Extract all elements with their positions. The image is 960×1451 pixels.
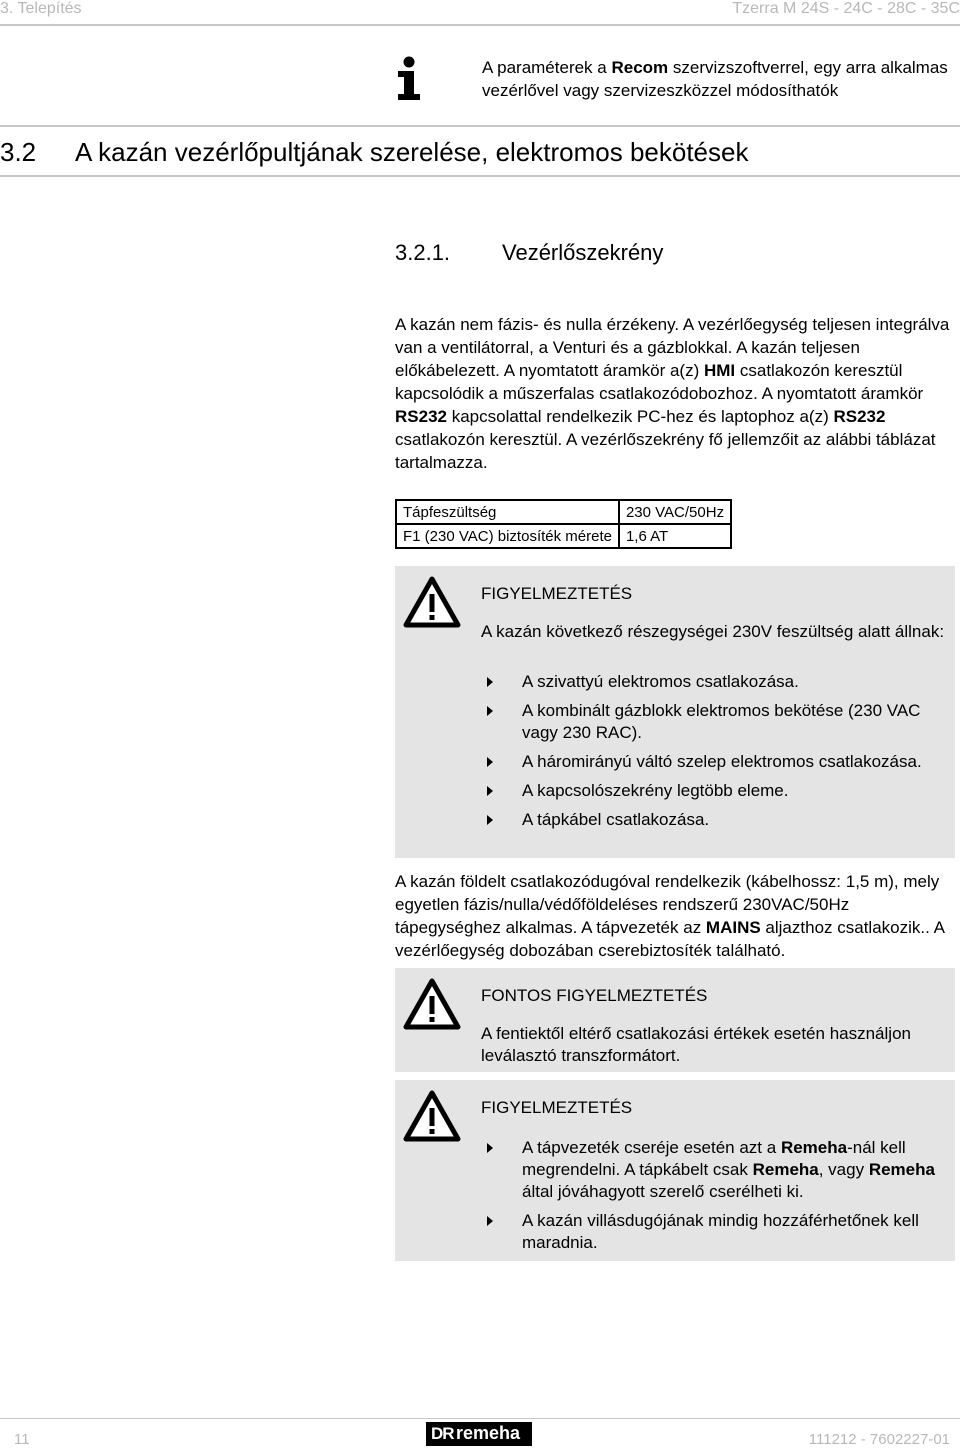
list-item-text: A szivattyú elektromos csatlakozása. [522,672,799,691]
spec-table [395,499,732,549]
header-rule [0,24,960,26]
list-item [481,809,951,831]
bullet-arrow-icon [487,757,493,767]
warning-triangle-icon [403,978,461,1030]
warning-list [481,1137,951,1261]
logo-mark: DR [431,1424,454,1443]
warning-title: FIGYELMEZTETÉS [481,584,633,603]
list-item [481,1137,951,1203]
list-item [481,1210,951,1254]
remeha-logo [426,1422,532,1446]
logo-brand: remeha [456,1423,521,1443]
intro-paragraph [395,313,955,474]
list-item-text: A tápkábel csatlakozása. [522,810,710,829]
document-code: 111212 - 7602227-01 [808,1431,950,1448]
earth-text-1: A kazán földelt csatlakozódugóval rendelkezik (kábelhossz: 1,5 m), mely egyetlen fázis/nulla/védőföldeléses rendszerű 230VAC/50Hz tápegységhez alkalmas. A tápvezeték az [395,872,940,937]
footer-rule [0,1418,960,1419]
header-section: 3. Telepítés [0,0,82,17]
table-cell-value: 230 VAC/50Hz [619,500,731,524]
list-item-text: -nál kell megrendelni. A tápkábelt csak [522,1138,906,1179]
list-item-bold: Remeha [868,1160,935,1179]
warning-triangle-icon [403,1090,461,1142]
bullet-arrow-icon [487,1216,493,1226]
list-item-text: A kapcsolószekrény legtöbb eleme. [522,781,789,800]
page-number: 11 [14,1431,30,1448]
info-icon [395,56,423,100]
list-item [481,671,951,693]
warning-box [395,1080,955,1261]
table-cell-value: 1,6 AT [619,524,731,548]
intro-bold-rs232: RS232 [395,407,447,426]
earth-text-2: aljazthoz csatlakozik.. A vezérlőegység dobozában cserebiztosíték található. [395,918,945,960]
info-text-1: A paraméterek a [482,58,612,77]
important-warning-box [395,968,955,1072]
bullet-arrow-icon [487,706,493,716]
header-model: Tzerra M 24S - 24C - 28C - 35C [732,0,960,17]
table-cell-label: Tápfeszültség [396,500,619,524]
subsection-title: Vezérlőszekrény [502,240,664,265]
intro-bold-rs232-2: RS232 [833,407,886,426]
list-item-text: által jóváhagyott szerelő cserélheti ki. [522,1182,804,1201]
bullet-arrow-icon [487,677,493,687]
info-note [482,56,952,102]
intro-text-4: csatlakozón keresztül. A vezérlőszekrény fő jellemzőit az alábbi táblázat tartalmazza. [395,430,936,472]
list-item-text: , vagy [818,1160,869,1179]
list-item [481,700,951,744]
table-row [396,500,731,524]
info-bold: Recom [611,58,669,77]
list-item-text: A háromirányú váltó szelep elektromos csatlakozása. [522,752,922,771]
warning-list [481,671,951,838]
list-item [481,780,951,802]
table-cell-label: F1 (230 VAC) biztosíték mérete [396,524,619,548]
intro-text-2: csatlakozón keresztül kapcsolódik a műszerfalas csatlakozódobozhoz. A nyomtatott áramkör [395,361,924,403]
list-item-bold: Remeha [780,1138,848,1157]
warning-title: FONTOS FIGYELMEZTETÉS [481,986,708,1005]
table-row [396,524,731,548]
list-item [481,751,951,773]
intro-text-1: A kazán nem fázis- és nulla érzékeny. A vezérlőegység teljesen integrálva van a ventilátorral, a Venturi és a gázblokkal. A kazán teljesen előkábelezett. A nyomtatott áramkör a(z) [395,315,950,380]
section-heading [0,137,748,168]
section-title: A kazán vezérlőpultjának szerelése, elektromos bekötések [75,137,749,167]
section-number: 3.2 [0,137,37,167]
subsection-number: 3.2.1. [395,240,451,265]
list-item-text: A kazán villásdugójának mindig hozzáférhetőnek kell maradnia. [522,1211,919,1252]
subsection-heading [395,240,663,266]
warning-title: FIGYELMEZTETÉS [481,1098,633,1117]
info-text-2: szervizszoftverrel, egy arra alkalmas vezérlővel vagy szervizeszközzel módosíthatók [482,58,948,100]
warning-text: A kazán következő részegységei 230V feszültség alatt állnak: [481,622,945,641]
warning-triangle-icon [403,576,461,628]
warning-box [395,566,955,858]
list-item-text: A kombinált gázblokk elektromos bekötése (230 VAC vagy 230 RAC). [522,701,921,742]
bullet-arrow-icon [487,1143,493,1153]
earth-bold-mains: MAINS [705,918,761,937]
bullet-arrow-icon [487,786,493,796]
earth-paragraph [395,870,955,962]
warning-text: A fentiektől eltérő csatlakozási értékek esetén használjon leválasztó transzformátort. [481,1024,911,1065]
list-item-bold: Remeha [752,1160,819,1179]
intro-bold-hmi: HMI [703,361,736,380]
bullet-arrow-icon [487,815,493,825]
intro-text-3: kapcsolattal rendelkezik PC-hez és laptophoz a(z) [446,407,834,426]
section-rule-top [0,125,960,127]
section-rule-bottom [0,175,960,177]
list-item-text: A tápvezeték cseréje esetén azt a [522,1138,781,1157]
